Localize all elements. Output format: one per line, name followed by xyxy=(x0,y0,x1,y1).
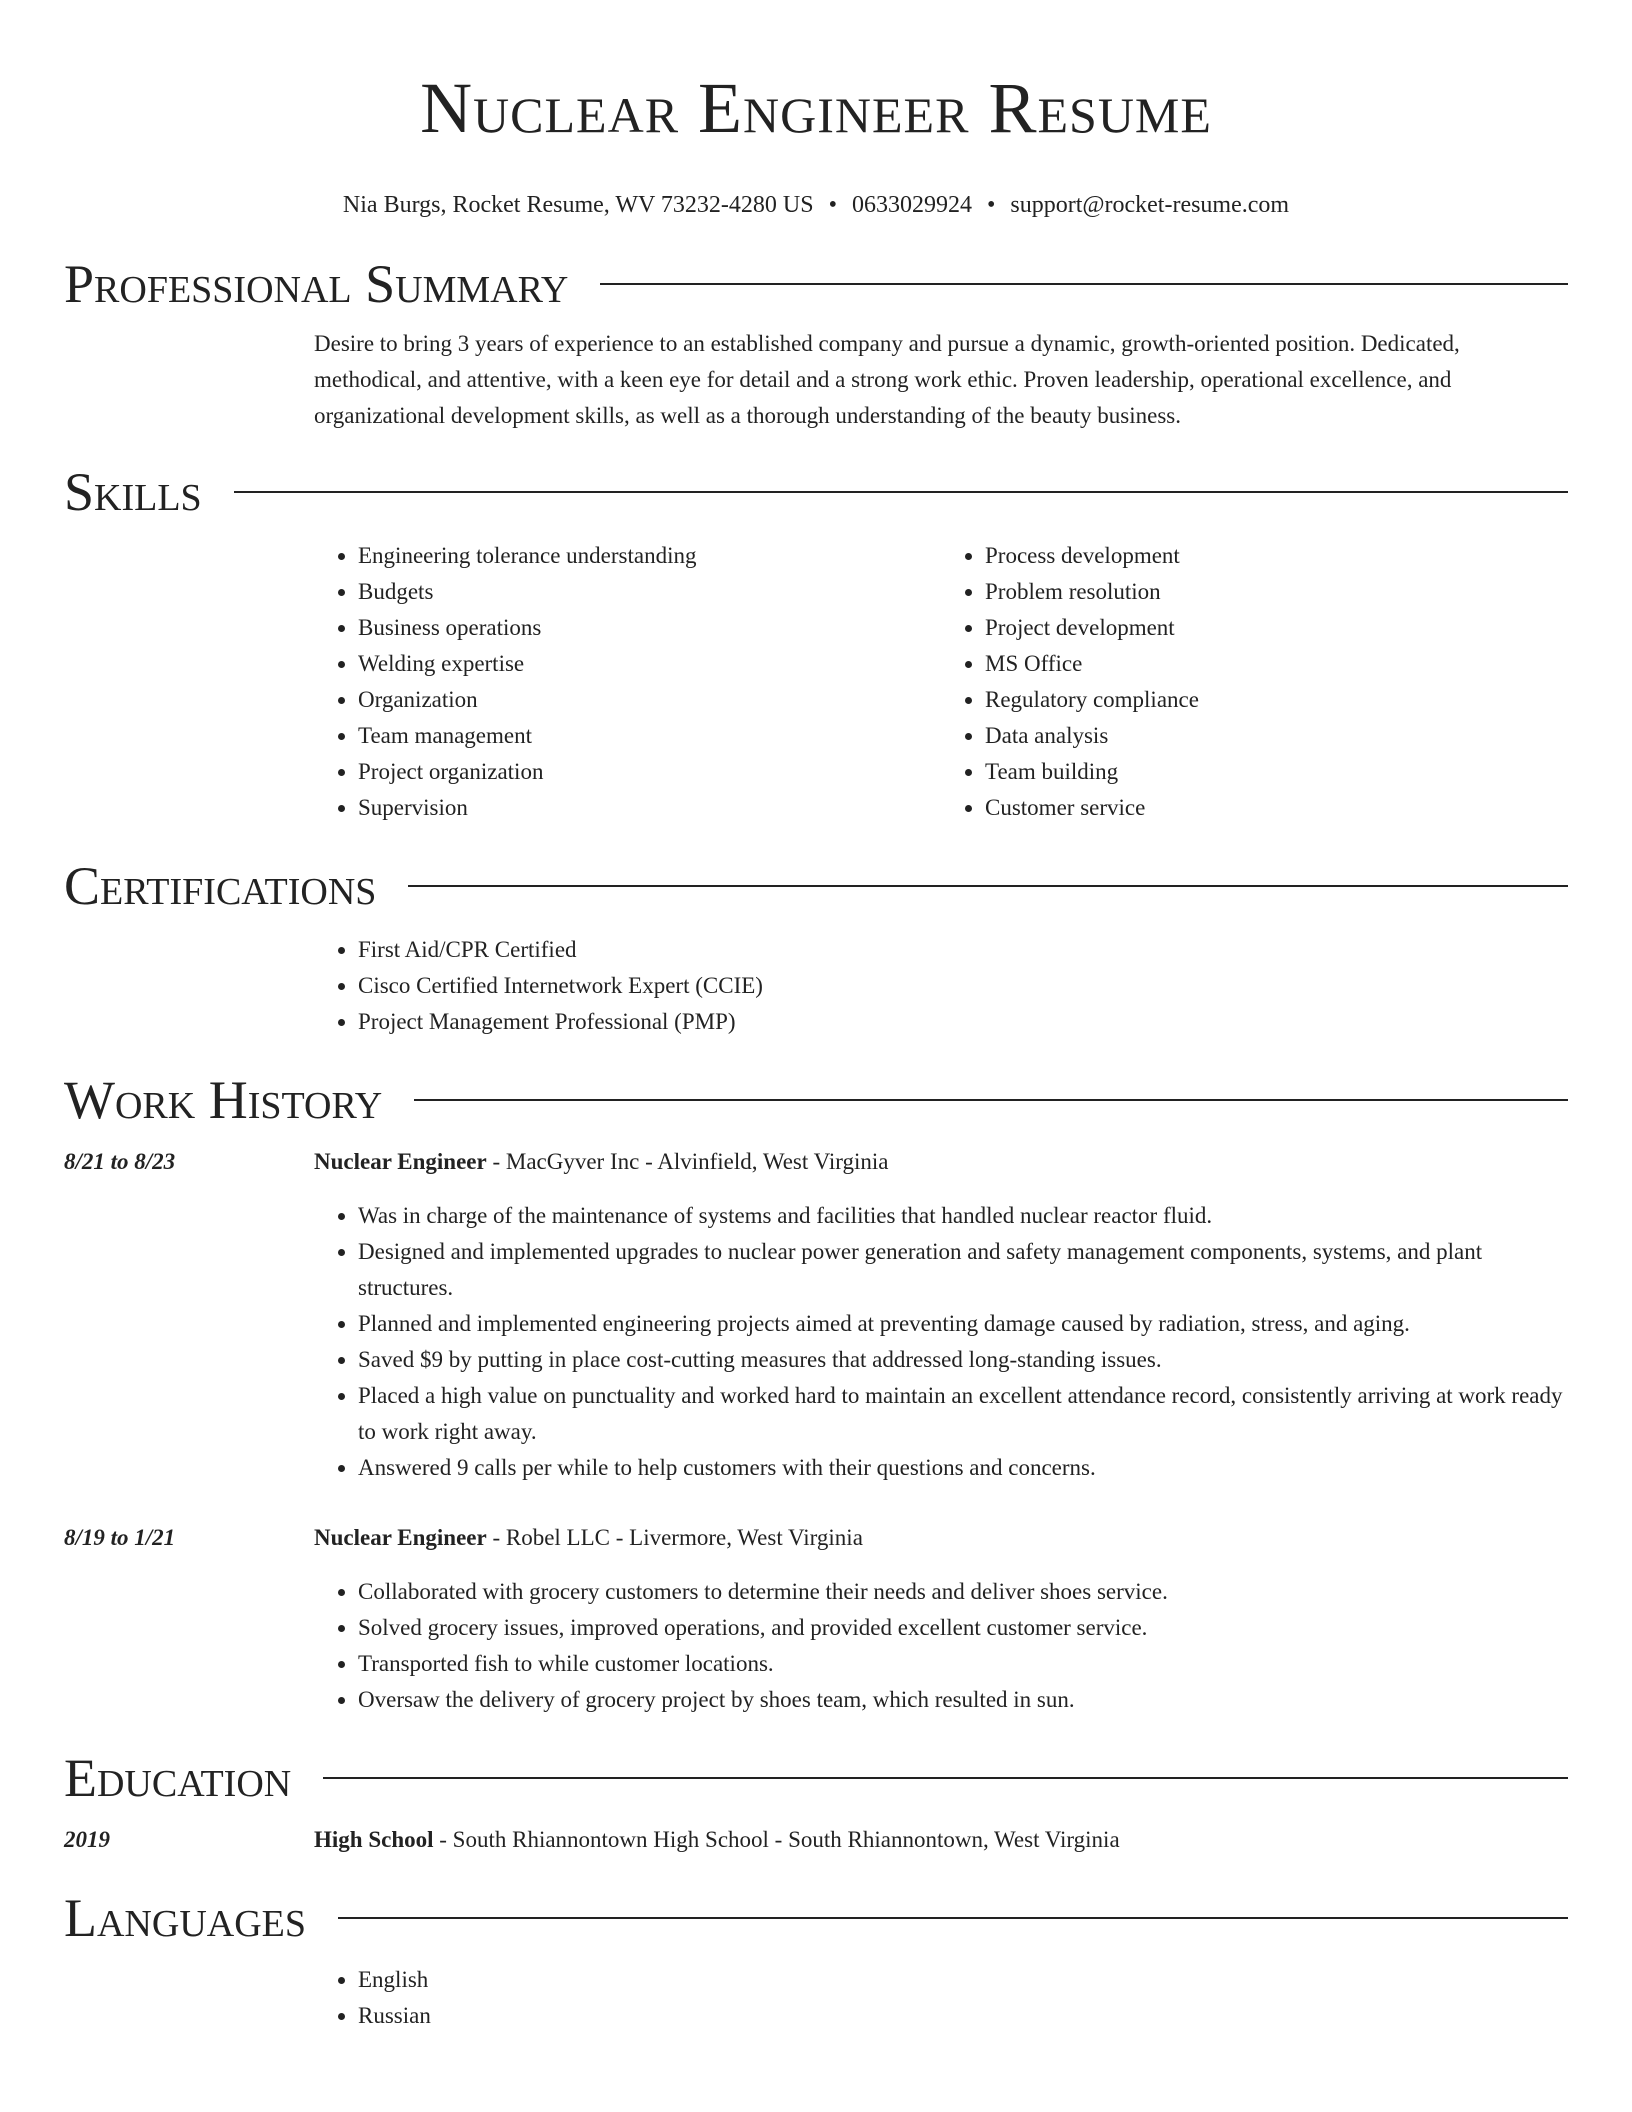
job-bullet: • Saved $9 by putting in place cost-cutting measures that addressed long-standing issues. xyxy=(358,1342,1568,1378)
education-entry xyxy=(64,1822,1568,1858)
resume-page xyxy=(64,0,1568,2034)
summary-text: Desire to bring 3 years of experience to an established company and pursue a dynamic, growth-oriented position. Dedicated, methodical, and attentive, with a keen eye for detail and a strong work ethic. Proven leadership, operational excellence, and organizational development skills, as well as a thorough understanding of the beauty business. xyxy=(314,331,1460,428)
section-header-work xyxy=(64,1068,1568,1132)
job-bullet: • Answered 9 calls per while to help customers with their questions and concerns. xyxy=(358,1450,1568,1486)
certification-item: • First Aid/CPR Certified xyxy=(358,932,1568,968)
skill-item: • Regulatory compliance xyxy=(985,682,1568,718)
skill-item: • MS Office xyxy=(985,646,1568,682)
section-divider xyxy=(600,283,1568,285)
job-role: Nuclear Engineer xyxy=(314,1525,487,1550)
section-divider xyxy=(408,885,1568,887)
skill-item: • Organization xyxy=(358,682,941,718)
job-bullets xyxy=(314,1574,1568,1718)
education-headline xyxy=(314,1822,1568,1858)
job-bullets xyxy=(314,1198,1568,1486)
certifications-section xyxy=(314,932,1568,1040)
skill-item: • Project organization xyxy=(358,754,941,790)
skills-section xyxy=(314,538,1568,826)
skill-item: • Team management xyxy=(358,718,941,754)
job-details: - MacGyver Inc - Alvinfield, West Virginia xyxy=(486,1149,889,1174)
contact-separator: • xyxy=(986,192,996,218)
job-bullet: • Was in charge of the maintenance of systems and facilities that handled nuclear reactor fluid. xyxy=(358,1198,1568,1234)
job-bullet: • Collaborated with grocery customers to determine their needs and deliver shoes service. xyxy=(358,1574,1568,1610)
section-header-certifications xyxy=(64,854,1568,918)
skill-item: • Welding expertise xyxy=(358,646,941,682)
section-divider xyxy=(234,491,1568,493)
contact-address: Nia Burgs, Rocket Resume, WV 73232-4280 US xyxy=(342,192,814,218)
language-item: • English xyxy=(358,1962,1568,1998)
job-bullet: • Planned and implemented engineering projects aimed at preventing damage caused by radiation, stress, and aging. xyxy=(358,1306,1568,1342)
section-divider xyxy=(338,1917,1568,1919)
job-details: - Robel LLC - Livermore, West Virginia xyxy=(486,1525,863,1550)
contact-separator: • xyxy=(828,192,837,218)
summary-section xyxy=(314,326,1568,434)
skill-item: • Budgets xyxy=(358,574,941,610)
education-year: 2019 xyxy=(64,1827,110,1852)
languages-list xyxy=(314,1962,1568,2034)
section-title-skills: Skills xyxy=(64,462,202,522)
education-degree: High School xyxy=(314,1827,434,1852)
skill-item: • Project development xyxy=(985,610,1568,646)
skills-grid xyxy=(314,538,1568,826)
job-bullet: • Placed a high value on punctuality and worked hard to maintain an excellent attendance record, consistently arriving at work ready to work right away. xyxy=(358,1378,1568,1450)
job-role: Nuclear Engineer xyxy=(314,1149,487,1174)
section-title-work: Work History xyxy=(64,1070,383,1130)
skill-item: • Problem resolution xyxy=(985,574,1568,610)
section-header-languages xyxy=(64,1886,1568,1950)
job-headline xyxy=(314,1520,1568,1556)
certification-item: • Cisco Certified Internetwork Expert (CCIE) xyxy=(358,968,1568,1004)
languages-section xyxy=(314,1962,1568,2034)
section-title-languages: Languages xyxy=(64,1888,306,1948)
language-item: • Russian xyxy=(358,1998,1568,2034)
job-bullet: • Oversaw the delivery of grocery project by shoes team, which resulted in sun. xyxy=(358,1682,1568,1718)
job-entry xyxy=(64,1520,1568,1718)
certification-item: • Project Management Professional (PMP) xyxy=(358,1004,1568,1040)
job-entry xyxy=(64,1144,1568,1486)
skill-item: • Customer service xyxy=(985,790,1568,826)
section-divider xyxy=(323,1777,1568,1779)
job-body xyxy=(314,1144,1568,1486)
skill-item: • Engineering tolerance understanding xyxy=(358,538,941,574)
job-body xyxy=(314,1520,1568,1718)
skill-item: • Data analysis xyxy=(985,718,1568,754)
job-dates: 8/21 to 8/23 xyxy=(64,1149,176,1174)
resume-title: Nuclear Engineer Resume xyxy=(420,68,1212,148)
job-bullet: • Designed and implemented upgrades to nuclear power generation and safety management components, systems, and plant structures. xyxy=(358,1234,1568,1306)
skills-list-left xyxy=(314,538,941,826)
section-divider xyxy=(414,1099,1568,1101)
contact-phone: 0633029924 xyxy=(851,192,972,218)
section-title-certifications: Certifications xyxy=(64,856,377,916)
job-bullet: • Solved grocery issues, improved operations, and provided excellent customer service. xyxy=(358,1610,1568,1646)
education-body xyxy=(314,1822,1568,1858)
section-header-education xyxy=(64,1746,1568,1810)
job-dates: 8/19 to 1/21 xyxy=(64,1525,176,1550)
skills-list-right xyxy=(941,538,1568,826)
job-headline xyxy=(314,1144,1568,1180)
contact-line xyxy=(64,188,1568,222)
skill-item: • Process development xyxy=(985,538,1568,574)
skill-item: • Team building xyxy=(985,754,1568,790)
section-header-summary xyxy=(64,252,1568,316)
section-title-summary: Professional Summary xyxy=(64,254,569,314)
section-title-education: Education xyxy=(64,1748,292,1808)
section-header-skills xyxy=(64,460,1568,524)
skill-item: • Business operations xyxy=(358,610,941,646)
skill-item: • Supervision xyxy=(358,790,941,826)
job-bullet: • Transported fish to while customer locations. xyxy=(358,1646,1568,1682)
certifications-list xyxy=(314,932,1568,1040)
contact-email: support@rocket-resume.com xyxy=(1010,192,1290,218)
education-details: - South Rhiannontown High School - South Rhiannontown, West Virginia xyxy=(433,1827,1120,1852)
